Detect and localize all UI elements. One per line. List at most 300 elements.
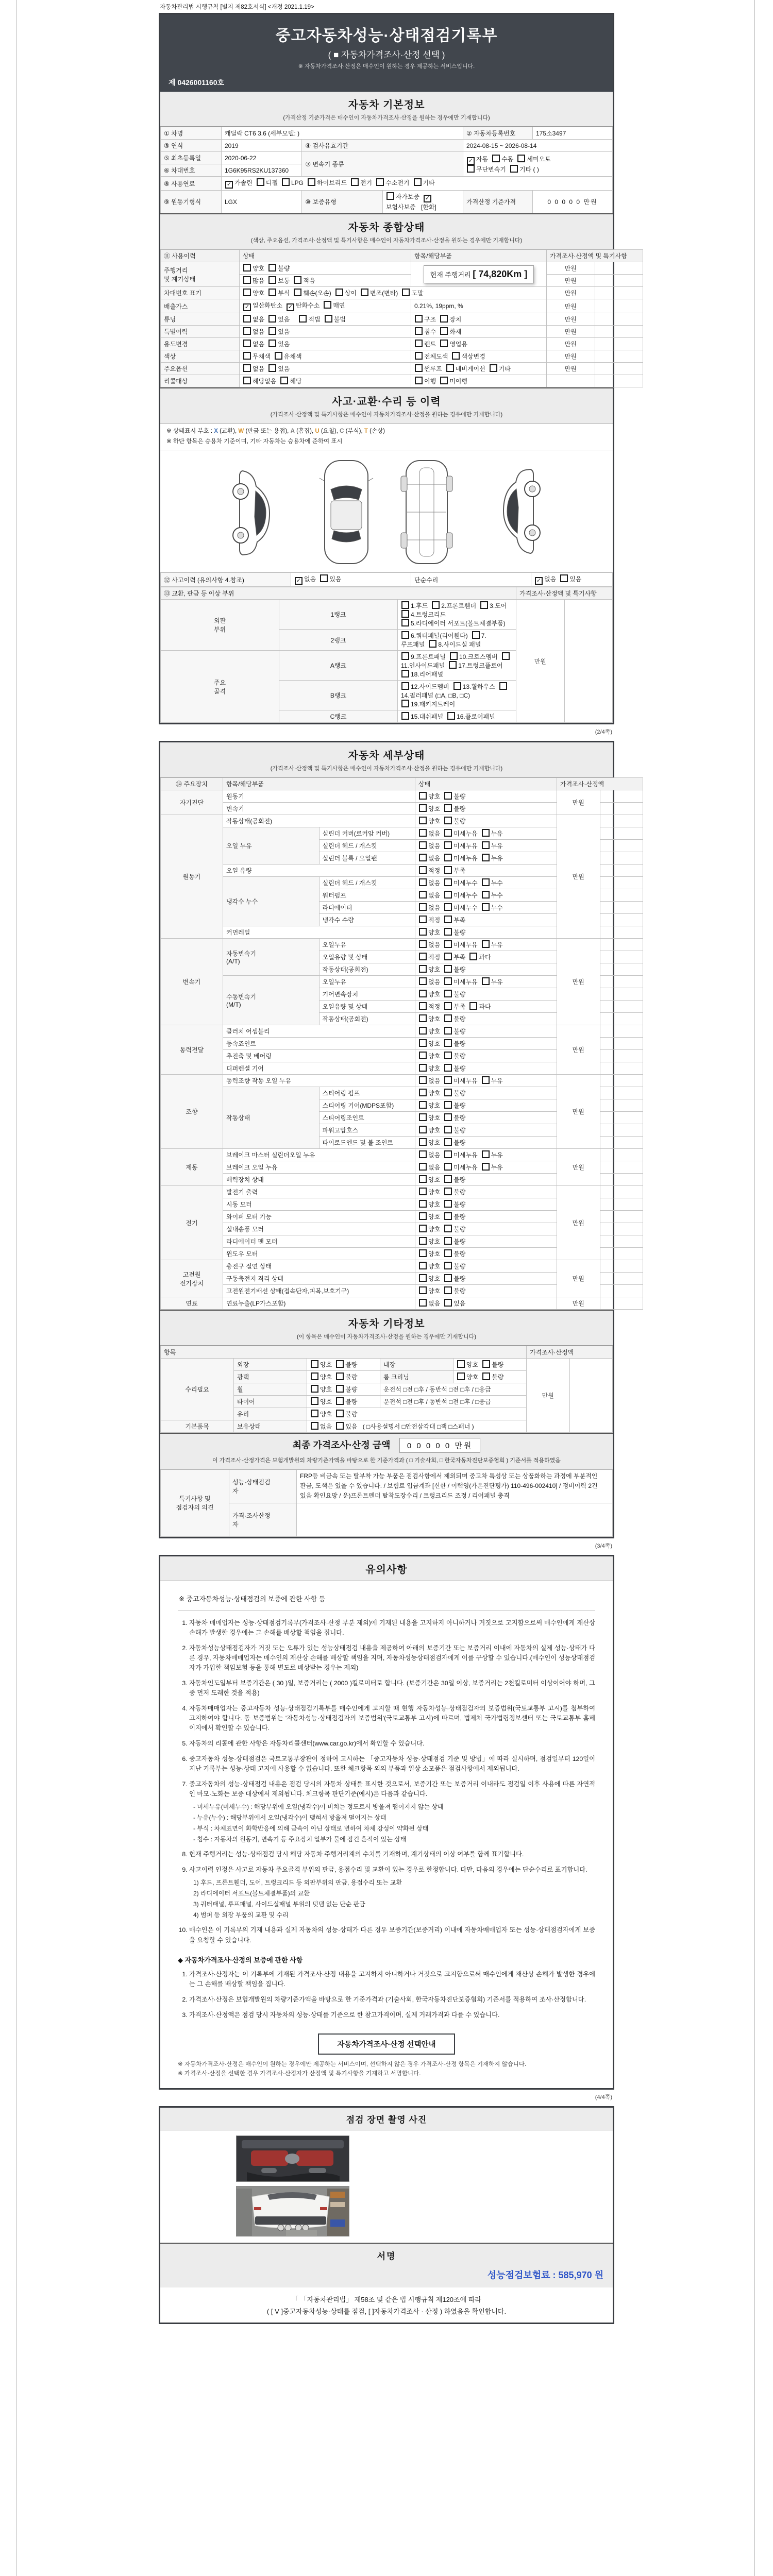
checkbox-불량[interactable] (444, 1089, 452, 1096)
checkbox-누유[interactable] (482, 829, 490, 837)
checkbox-label: 양호 (428, 1127, 441, 1134)
checkbox-상이[interactable] (335, 289, 343, 296)
table-row (161, 338, 643, 350)
checkbox-label: 불량 (278, 265, 290, 272)
checkbox-양호[interactable] (419, 1101, 427, 1109)
checkbox-적정[interactable] (419, 953, 427, 960)
checkbox-누유[interactable] (482, 1150, 490, 1158)
checkbox-불량[interactable] (444, 1225, 452, 1232)
checkbox-8.사이드실 패널[interactable] (429, 640, 436, 648)
accident-notes (160, 423, 613, 450)
checkbox-양호[interactable] (419, 817, 427, 824)
checkbox-불량[interactable] (336, 1372, 344, 1380)
checkbox-불량[interactable] (444, 804, 452, 812)
checkbox-양호[interactable] (419, 1286, 427, 1294)
checkbox-해당없음[interactable] (243, 377, 251, 384)
checkbox-무채색[interactable] (243, 352, 251, 360)
checkbox-누수[interactable] (482, 891, 490, 899)
note-cell (600, 1223, 643, 1235)
item-label: 유리 (234, 1408, 307, 1420)
checkbox-누유[interactable] (482, 1163, 490, 1171)
checkbox-있음[interactable] (336, 1422, 344, 1430)
checkbox-변조(변타)[interactable] (361, 289, 368, 296)
checkbox-16.플로어패널[interactable] (447, 712, 455, 720)
checkbox-3.도어[interactable] (480, 601, 488, 609)
checkbox-있음[interactable] (268, 315, 276, 323)
checkbox-5.라디에이터 서포트(볼트체결부품)[interactable] (401, 619, 409, 626)
checkbox-자동[interactable]: ✓ (467, 157, 475, 165)
note-cell (600, 963, 643, 976)
price-cell: 만원 (547, 350, 595, 363)
checkbox-양호[interactable] (419, 990, 427, 997)
simple-repair-label: 단순수리 (411, 573, 531, 587)
checkbox-훼손(오손)[interactable] (294, 289, 301, 296)
checkbox-label: 불량 (453, 1065, 466, 1073)
checkbox-불량[interactable] (444, 1101, 452, 1109)
checkbox-10.크로스멤버[interactable] (450, 652, 458, 660)
state-checks (240, 363, 411, 375)
page-marker-3: (3/4쪽) (595, 1543, 612, 1549)
checkbox-불량[interactable] (482, 1372, 490, 1380)
checkbox-불량[interactable] (444, 1249, 452, 1257)
checkbox-유채색[interactable] (275, 352, 282, 360)
device-label: 조향 (161, 1075, 223, 1149)
checkbox-불법[interactable] (325, 315, 332, 323)
checkbox-12.사이드멤버[interactable] (401, 682, 409, 690)
checkbox-불량[interactable] (444, 1126, 452, 1133)
checkbox-양호[interactable] (311, 1385, 318, 1393)
checkbox-자가보증[interactable] (386, 192, 394, 200)
checkbox-기타[interactable] (490, 364, 497, 372)
checkbox-없음[interactable] (419, 854, 427, 861)
checkbox-없음[interactable] (419, 1299, 427, 1307)
checkbox-불량[interactable] (444, 1064, 452, 1072)
checkbox-미세누유[interactable] (444, 1076, 452, 1084)
item-label: 브레이크 오일 누유 (223, 1161, 415, 1174)
checkbox-label: 불량 (453, 1226, 466, 1233)
checkbox-양호[interactable] (419, 1212, 427, 1220)
checkbox-없음[interactable] (419, 891, 427, 899)
checkbox-매연[interactable] (324, 301, 331, 309)
checkbox-미세누유[interactable] (444, 1163, 452, 1171)
checkbox-네비게이션[interactable] (446, 364, 454, 372)
checkbox-적정[interactable] (419, 916, 427, 923)
checkbox-7.루프패널[interactable] (472, 631, 480, 639)
final-price-band (160, 1433, 613, 1469)
item-label: 파워고압호스 (319, 1124, 415, 1137)
checkbox-불량[interactable] (444, 1113, 452, 1121)
checkbox-11.인사이드패널[interactable] (502, 652, 510, 660)
checkbox-침수[interactable] (415, 327, 423, 335)
price-cell: 만원 (557, 1260, 600, 1297)
checkbox-label: 무채색 (253, 353, 271, 360)
checkbox-양호[interactable] (419, 1200, 427, 1208)
overall-band (160, 213, 613, 249)
checkbox-영업용[interactable] (440, 340, 448, 347)
checkbox-없음[interactable] (243, 364, 251, 372)
checkbox-누유[interactable] (482, 940, 490, 948)
checkbox-18.리어패널[interactable] (401, 670, 409, 677)
checkbox-양호[interactable] (311, 1360, 318, 1368)
checkbox-보험사보증[interactable]: ✓ (424, 195, 431, 202)
checkbox-양호[interactable] (419, 1138, 427, 1146)
note-cell (600, 902, 643, 914)
checkbox-없음[interactable] (243, 327, 251, 335)
checkbox-양호[interactable] (243, 264, 251, 272)
table-row (161, 287, 643, 299)
checkbox-미세누수[interactable] (444, 903, 452, 911)
checkbox-미세누유[interactable] (444, 1150, 452, 1158)
checkbox-누수[interactable] (482, 878, 490, 886)
checkbox-있음[interactable] (560, 574, 568, 582)
checkbox-불량[interactable] (444, 1262, 452, 1269)
checkbox-label: 불량 (453, 818, 466, 825)
sub-group-label: 자동변속기 (A/T) (223, 939, 320, 976)
price-cell: 만원 (516, 600, 565, 723)
checkbox-양호[interactable] (419, 1089, 427, 1096)
checkbox-수동[interactable] (492, 155, 500, 162)
checkbox-없음[interactable] (419, 1076, 427, 1084)
checkbox-label: 양호 (253, 265, 265, 272)
checkbox-label: 불량 (345, 1411, 358, 1418)
checkbox-양호[interactable] (243, 289, 251, 296)
checkbox-과다[interactable] (469, 953, 477, 960)
accident-title: 사고·교환·수리 등 이력 (332, 396, 441, 408)
note-cell (600, 852, 643, 865)
note-cell (569, 1359, 613, 1433)
state-checks (415, 914, 557, 926)
checkbox-label: 있음 (278, 316, 290, 323)
checkbox-4.트렁크리드[interactable] (401, 610, 409, 618)
checkbox-label: 불량 (453, 1028, 466, 1036)
checkbox-보통[interactable] (268, 276, 276, 284)
checkbox-부족[interactable] (444, 1002, 452, 1010)
price-cell: 만원 (557, 1186, 600, 1260)
checkbox-적법[interactable] (299, 315, 307, 323)
checkbox-세미오토[interactable] (517, 155, 525, 162)
table-row (161, 299, 643, 313)
odometer-cell (411, 262, 547, 287)
checkbox-누유[interactable] (482, 1076, 490, 1084)
checkbox-불량[interactable] (444, 928, 452, 936)
checkbox-양호[interactable] (419, 1262, 427, 1269)
checkbox-label: 없음 (428, 1300, 441, 1308)
checkbox-없음[interactable] (419, 977, 427, 985)
checkbox-양호[interactable] (419, 1027, 427, 1035)
checkbox-누유[interactable] (482, 977, 490, 985)
checkbox-전체도색[interactable] (415, 352, 423, 360)
panel-rank-table (160, 587, 613, 723)
checkbox-양호[interactable] (419, 1249, 427, 1257)
table-row (161, 313, 643, 326)
checkbox-불량[interactable] (268, 264, 276, 272)
checkbox-label: LPG (291, 179, 304, 187)
checkbox-누수[interactable] (482, 903, 490, 911)
checkbox-양호[interactable] (457, 1372, 465, 1380)
etc-col-price: 가격조사·산정액 (527, 1346, 613, 1359)
item-label: 오일누유 (319, 939, 415, 951)
state-checks (415, 865, 557, 877)
warranty-checks (382, 191, 463, 213)
checkbox-불량[interactable] (444, 1274, 452, 1282)
checkbox-부식[interactable] (268, 289, 276, 296)
checkbox-양호[interactable] (311, 1410, 318, 1417)
checkbox-양호[interactable] (419, 1225, 427, 1232)
checkbox-불량[interactable] (444, 817, 452, 824)
checkbox-label: 없음 (544, 575, 557, 583)
checkbox-14.필러패널 (□A, □B, □C)[interactable] (499, 682, 507, 690)
checkbox-label: 장치 (449, 316, 462, 323)
checkbox-label: 미세누유 (453, 842, 478, 850)
checkbox-없음[interactable] (419, 1163, 427, 1171)
checkbox-화재[interactable] (440, 327, 448, 335)
checkbox-탄화수소[interactable]: ✓ (287, 303, 294, 311)
checkbox-1.후드[interactable] (401, 601, 409, 609)
checkbox-양호[interactable] (419, 1039, 427, 1047)
checkbox-label: 양호 (320, 1361, 332, 1369)
checkbox-구조[interactable] (415, 315, 423, 323)
checkbox-많음[interactable] (243, 276, 251, 284)
checkbox-label: 누유 (491, 842, 503, 850)
checkbox-장치[interactable] (440, 315, 448, 323)
checkbox-불량[interactable] (444, 1027, 452, 1035)
state-checks (415, 1198, 557, 1211)
select-note-line: ※ 가격조사·산정을 선택한 경우 가격조사·산정자가 산정액 및 특기사항을 기재하고 서명합니다. (178, 2071, 421, 2077)
checkbox-미세누유[interactable] (444, 841, 452, 849)
checkbox-양호[interactable] (419, 804, 427, 812)
checkbox-없음[interactable] (311, 1422, 318, 1430)
checkbox-label: 양호 (320, 1386, 332, 1394)
service-note: ※ 자동차가격조사·산정은 매수인이 원하는 경우 제공하는 서비스입니다. (298, 63, 475, 70)
field-label: ⑦ 변속기 종류 (302, 152, 463, 177)
table-row (161, 1260, 643, 1273)
page-marker-2: (2/4쪽) (595, 729, 612, 736)
checkbox-없음[interactable] (419, 841, 427, 849)
price-cell: 만원 (557, 1149, 600, 1186)
checkbox-없음[interactable] (243, 340, 251, 347)
checkbox-불량[interactable] (444, 965, 452, 973)
checkbox-적음[interactable] (294, 276, 301, 284)
checkbox-일산화탄소[interactable]: ✓ (243, 303, 251, 311)
checkbox-양호[interactable] (457, 1360, 465, 1368)
item-label: 라디에이터 팬 모터 (223, 1235, 415, 1248)
checkbox-불량[interactable] (444, 990, 452, 997)
checkbox-불량[interactable] (482, 1360, 490, 1368)
checkbox-도말[interactable] (402, 289, 410, 296)
checkbox-label: 양호 (428, 1139, 441, 1147)
table-header-row (161, 587, 613, 600)
item-cell (411, 350, 547, 363)
etc-title: 자동차 기타정보 (348, 1318, 425, 1330)
checkbox-부족[interactable] (444, 916, 452, 923)
checkbox-양호[interactable] (419, 1064, 427, 1072)
checkbox-LPG[interactable] (282, 178, 290, 186)
checkbox-미세누유[interactable] (444, 940, 452, 948)
note-cell (595, 287, 643, 299)
checkbox-불량[interactable] (444, 1212, 452, 1220)
checkbox-불량[interactable] (336, 1360, 344, 1368)
checkbox-미세누유[interactable] (444, 854, 452, 861)
checkbox-label: 양호 (428, 1238, 441, 1246)
checkbox-label: 기타 ( ) (519, 166, 539, 173)
checkbox-없음[interactable] (419, 940, 427, 948)
checkbox-불량[interactable] (444, 1014, 452, 1022)
table-row (161, 1075, 643, 1087)
etc-col-item: 항목 (161, 1346, 527, 1359)
checkbox-불량[interactable] (336, 1397, 344, 1405)
col-device: ⑭ 주요장치 (161, 778, 223, 790)
checkbox-해당[interactable] (280, 377, 288, 384)
state-checks (240, 338, 411, 350)
checkbox-부족[interactable] (444, 953, 452, 960)
checkbox-label: 16.플로어패널 (457, 713, 495, 721)
checkbox-렌트[interactable] (415, 340, 423, 347)
checkbox-15.대쉬패널[interactable] (401, 712, 409, 720)
checkbox-없음[interactable] (419, 1150, 427, 1158)
checkbox-불량[interactable] (444, 1188, 452, 1195)
state-checks (415, 1248, 557, 1260)
photo-box (159, 2106, 614, 2325)
checkbox-디젤[interactable] (257, 178, 264, 186)
checkbox-불량[interactable] (444, 1052, 452, 1059)
checkbox-썬루프[interactable] (415, 364, 423, 372)
checkbox-있음[interactable] (268, 340, 276, 347)
checkbox-양호[interactable] (419, 1274, 427, 1282)
checkbox-label: 10.크로스멤버 (459, 653, 498, 661)
checkbox-6.쿼터패널(리어휀다)[interactable] (401, 631, 409, 639)
checkbox-수소전기[interactable] (376, 178, 384, 186)
checkbox-미세누유[interactable] (444, 829, 452, 837)
checkbox-누유[interactable] (482, 854, 490, 861)
checkbox-label: 누유 (491, 941, 503, 949)
checkbox-양호[interactable] (311, 1397, 318, 1405)
checkbox-label: 침수 (424, 328, 436, 335)
checkbox-양호[interactable] (419, 792, 427, 800)
checkbox-label: 13.휠하우스 (462, 683, 495, 691)
checkbox-불량[interactable] (336, 1385, 344, 1393)
checkbox-19.패키지트레이[interactable] (401, 700, 409, 707)
checkbox-이행[interactable] (415, 377, 423, 384)
price-cell: 만원 (557, 1025, 600, 1075)
checkbox-양호[interactable] (419, 1175, 427, 1183)
checkbox-불량[interactable] (336, 1410, 344, 1417)
checkbox-전기[interactable] (351, 178, 359, 186)
checkbox-불량[interactable] (444, 1175, 452, 1183)
checkbox-2.프론트휀더[interactable] (432, 601, 440, 609)
table-row (161, 1297, 643, 1310)
note-cell (600, 1075, 643, 1087)
checkbox-하이브리드[interactable] (308, 178, 315, 186)
checkbox-양호[interactable] (419, 1014, 427, 1022)
checkbox-기타 ( )[interactable] (510, 165, 518, 173)
field-label: ① 차명 (161, 127, 222, 140)
checkbox-label: 불량 (453, 805, 466, 813)
note-cell (595, 338, 643, 350)
checkbox-없음[interactable] (419, 878, 427, 886)
checkbox-label: 썬루프 (424, 365, 442, 372)
item-cell (411, 313, 547, 326)
notice-item: 3. 자동차인도일부터 보증기간은 ( 30 )일, 보증거리는 ( 2000 )킬로미터로 합니다. (보증기간은 30일 이상, 보증거리는 2천킬로미터 이상이어야 하며, 그 중 먼저 도래한 것을 적용) (189, 1679, 595, 1698)
checkbox-label: 11.인사이드패널 (401, 662, 445, 670)
checkbox-무단변속기[interactable] (467, 165, 475, 173)
notice-item: 6. 중고자동차 성능·상태점검은 국토교통부장관이 정하여 고시하는 「중고자동차 성능·상태점검 기준 및 방법」에 따라 실시하며, 점검일부터 120일이 지난 기록부는 성능·상태 고지에 사용할 수 없습니다. 또한 체크항목 외의 부품과 일상 소모품은 점검사항에서 제외됩니다. (189, 1754, 595, 1774)
checkbox-label: 있음 (329, 575, 342, 583)
checkbox-있음[interactable] (444, 1299, 452, 1307)
checkbox-양호[interactable] (311, 1372, 318, 1380)
checkbox-양호[interactable] (419, 928, 427, 936)
checkbox-있음[interactable] (268, 364, 276, 372)
checkbox-양호[interactable] (419, 1113, 427, 1121)
checkbox-있음[interactable] (268, 327, 276, 335)
checkbox-없음[interactable] (243, 315, 251, 323)
notice-sub-item: 3) 쿼터패널, 루프패널, 사이드실패널 부위의 덧댐 없는 단순 판금 (193, 1901, 365, 1908)
checkbox-적정[interactable] (419, 1002, 427, 1010)
accident-band (160, 387, 613, 423)
checkbox-기타[interactable] (414, 178, 422, 186)
accident-label: ⑫ 사고이력 (유의사항 4.참조) (161, 573, 291, 587)
checkbox-양호[interactable] (419, 1126, 427, 1133)
checkbox-불량[interactable] (444, 1237, 452, 1245)
sign-band (160, 2243, 613, 2287)
checkbox-있음[interactable] (320, 574, 328, 582)
checkbox-없음[interactable] (419, 829, 427, 837)
checkbox-label: 양호 (428, 818, 441, 825)
checkbox-누유[interactable] (482, 841, 490, 849)
checkbox-9.프론트패널[interactable] (401, 652, 409, 660)
checkbox-양호[interactable] (419, 1052, 427, 1059)
checkbox-미세누수[interactable] (444, 878, 452, 886)
checkbox-불량[interactable] (444, 1200, 452, 1208)
checkbox-label: 화재 (449, 328, 462, 335)
car-diagram-side-left (206, 457, 294, 567)
item-label: 스티어링 기어(MDPS포함) (319, 1099, 415, 1112)
checkbox-불량[interactable] (444, 1039, 452, 1047)
checkbox-부족[interactable] (444, 866, 452, 874)
checkbox-없음[interactable]: ✓ (295, 577, 303, 585)
checkbox-양호[interactable] (419, 1188, 427, 1195)
checkbox-없음[interactable] (419, 903, 427, 911)
checkbox-불량[interactable] (444, 1138, 452, 1146)
checkbox-label: 미세누유 (453, 1151, 478, 1159)
checkbox-미세누수[interactable] (444, 891, 452, 899)
checkbox-가솔린[interactable]: ✓ (225, 181, 233, 189)
checkbox-미이행[interactable] (440, 377, 448, 384)
table-row (161, 177, 613, 191)
checkbox-13.휠하우스[interactable] (453, 682, 461, 690)
checkbox-label: 없음 (253, 328, 265, 335)
notice-sub-item: 2) 라디에이터 서포트(볼트체결부품)의 교환 (193, 1890, 310, 1897)
checkbox-label: 훼손(오손) (303, 290, 331, 297)
checkbox-미세누유[interactable] (444, 977, 452, 985)
checkbox-색상변경[interactable] (452, 352, 460, 360)
checkbox-label: 누유 (491, 830, 503, 838)
checkbox-불량[interactable] (444, 792, 452, 800)
checkbox-과다[interactable] (469, 1002, 477, 1010)
checkbox-label: 가솔린 (234, 179, 253, 187)
checkbox-적정[interactable] (419, 866, 427, 874)
checkbox-없음[interactable]: ✓ (535, 577, 543, 585)
checkbox-양호[interactable] (419, 1237, 427, 1245)
checkbox-label: 누유 (491, 1151, 503, 1159)
checkbox-17.트렁크플로어[interactable] (449, 661, 457, 669)
notice-item: 9. 사고이력 인정은 사고로 자동차 주요골격 부위의 판금, 용접수리 및 교환이 있는 경우로 한정합니다. 다만, 다음의 경우에는 단순수리로 표기합니다. 1) 후드, 프론트휀더, 도어, 트렁크리드 등 외판부위의 판금, 용접수리 또는 교환 2) 라디에이터 서포트(볼트체결부품)의 교환 3) 쿼터패널, 루프패널, 사이드실패널 부위의 덧댐 없는 단순 판금 4) 범퍼 등 외장 부품의 교환 및 수리 (189, 1865, 595, 1920)
state-checks (415, 1001, 557, 1013)
photo-rear-view (236, 2186, 349, 2236)
checkbox-label: 불량 (453, 1040, 466, 1048)
checkbox-불량[interactable] (444, 1286, 452, 1294)
checkbox-label: 양호 (428, 966, 441, 974)
checkbox-양호[interactable] (419, 965, 427, 973)
